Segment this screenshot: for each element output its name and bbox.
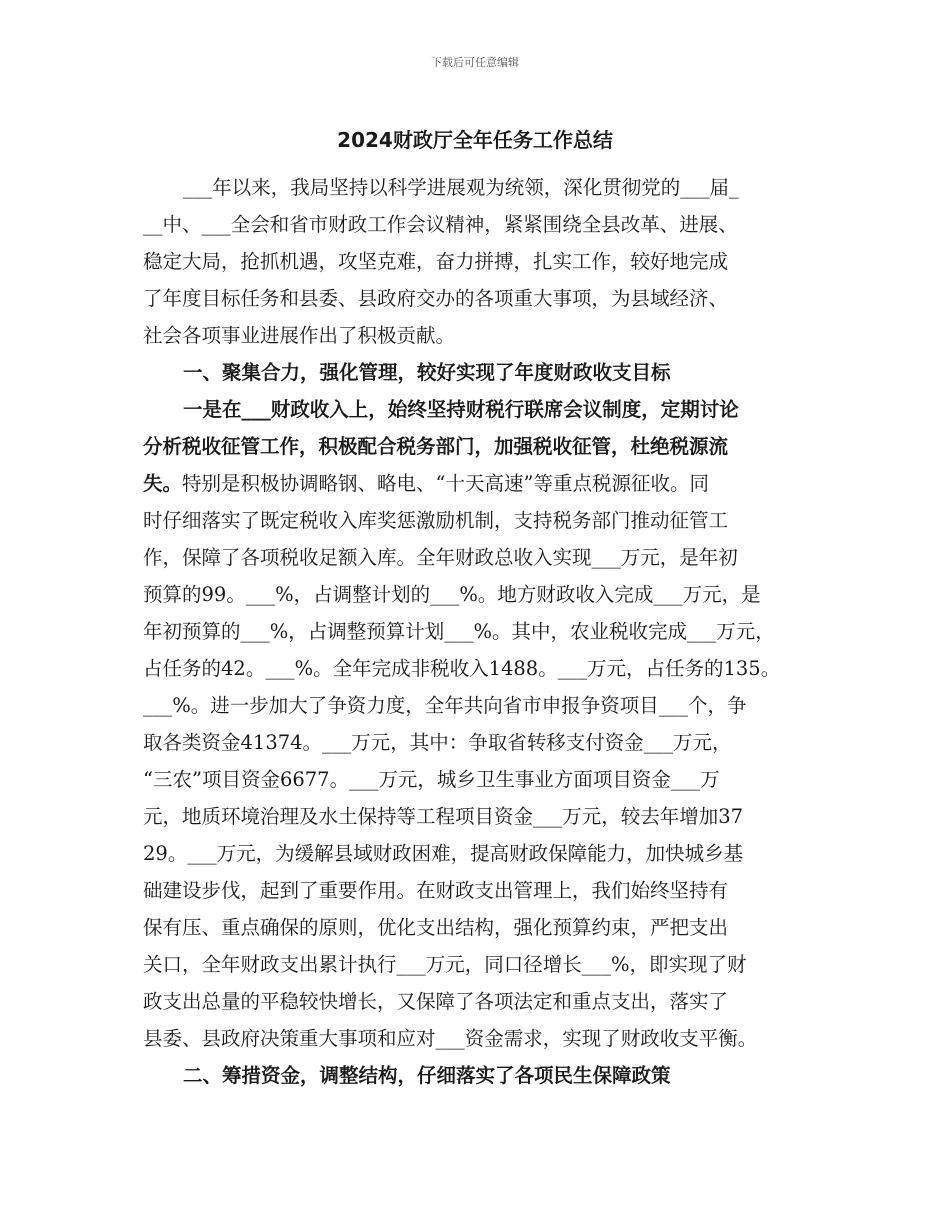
- para-line: “三农”项目资金6677。___万元，城乡卫生事业方面项目资金___万: [143, 768, 720, 791]
- para-line: 元，地质环境治理及水土保持等工程项目资金___万元，较去年增加37: [143, 805, 744, 828]
- para-line: 关口，全年财政支出累计执行___万元，同口径增长___%，即实现了财: [143, 953, 747, 976]
- para-line: 分析税收征管工作，积极配合税务部门，加强税收征管，杜绝税源流: [143, 435, 729, 458]
- para-line: 政支出总量的平稳较快增长，又保障了各项法定和重点支出，落实了: [143, 990, 729, 1013]
- para-line: 取各类资金41374。___万元，其中：争取省转移支付资金___万元，: [143, 731, 732, 754]
- section-heading: 一、聚集合力，强化管理，较好实现了年度财政收支目标: [183, 361, 671, 384]
- para-line: 县委、县政府决策重大事项和应对___资金需求，实现了财政收支平衡。: [143, 1027, 758, 1050]
- para-line: 年初预算的___%，占调整预算计划___%。其中，农业税收完成___万元，: [143, 620, 775, 643]
- para-line: 一是在___财政收入上，始终坚持财税行联席会议制度，定期讨论: [183, 398, 739, 421]
- para-bold-segment: 失。: [143, 472, 183, 495]
- header-note: 下载后可任意编辑: [431, 56, 519, 69]
- page-title: 2024财政厅全年任务工作总结: [337, 128, 613, 152]
- intro-line: ___年以来，我局坚持以科学进展观为统领，深化贯彻党的___届_: [183, 176, 739, 199]
- intro-line: 了年度目标任务和县委、县政府交办的各项重大事项，为县域经济、: [143, 287, 729, 310]
- intro-line: __中、___全会和省市财政工作会议精神，紧紧围绕全县改革、进展、: [143, 213, 738, 236]
- para-line: 作，保障了各项税收足额入库。全年财政总收入实现___万元，是年初: [143, 546, 738, 569]
- para-line: ___%。进一步加大了争资力度，全年共向省市申报争资项目___个，争: [143, 694, 747, 717]
- para-segment: 特别是积极协调略钢、略电、“十天高速”等重点税源征收。同: [182, 472, 709, 495]
- intro-line: 社会各项事业进展作出了积极贡献。: [143, 324, 456, 347]
- para-line: [143, 471, 823, 497]
- para-line: 占任务的42。___%。全年完成非税收入1488。___万元，占任务的135。: [143, 657, 781, 680]
- para-line: 础建设步伐，起到了重要作用。在财政支出管理上，我们始终坚持有: [143, 879, 729, 902]
- para-line: 预算的99。___%，占调整计划的___%。地方财政收入完成___万元，是: [143, 583, 761, 606]
- para-line: 29。___万元，为缓解县域财政困难，提高财政保障能力，加快城乡基: [143, 842, 744, 865]
- section-heading: 二、筹措资金，调整结构，仔细落实了各项民生保障政策: [183, 1064, 671, 1087]
- para-line: 保有压、重点确保的原则，优化支出结构，强化预算约束，严把支出: [143, 916, 729, 939]
- para-line: 时仔细落实了既定税收入库奖惩激励机制，支持税务部门推动征管工: [143, 509, 729, 532]
- intro-line: 稳定大局，抢抓机遇，攻坚克难，奋力拼搏，扎实工作，较好地完成: [143, 250, 729, 273]
